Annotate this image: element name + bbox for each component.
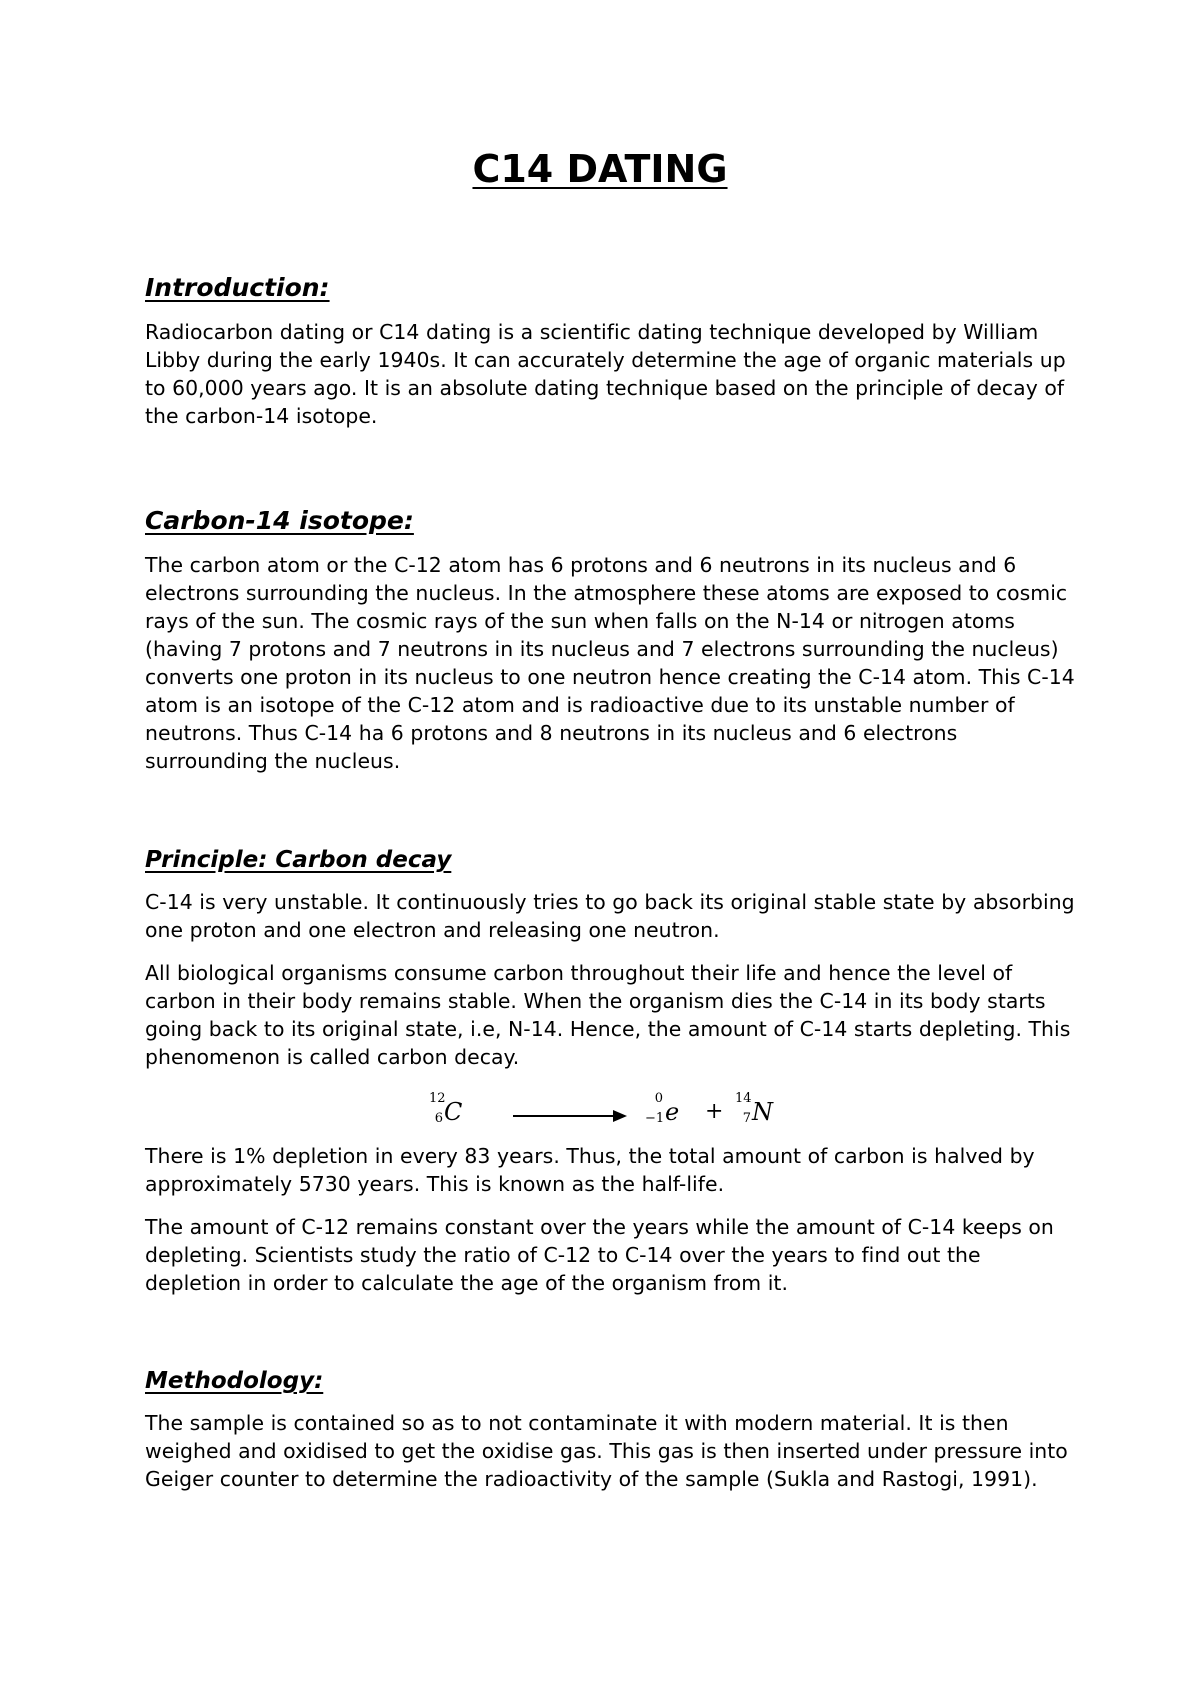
section-heading-principle: Principle: Carbon decay xyxy=(145,847,452,873)
electron-mass-number: 0 xyxy=(654,1091,663,1106)
reaction-arrow xyxy=(513,1115,617,1117)
reaction-arrow-head xyxy=(613,1110,627,1122)
nitrogen-mass-number: 14 xyxy=(735,1091,752,1106)
methodology-paragraph: The sample is contained so as to not contaminate it with modern material. It is then weighed and oxidised to get the oxidise gas. This gas is then inserted under pressure into Geiger counter to determine the radioactivity of the sample (Sukla and Rastogi, 1991). xyxy=(145,1411,1068,1491)
introduction-paragraph: Radiocarbon dating or C14 dating is a scientific dating technique developed by William Libby during the early 1940s. It can accurately determine the age of organic materials up to 60,000 years ago. It is an absolute dating technique based on the principle of decay of the carbon-14 isotope. xyxy=(145,320,1066,428)
document-title: C14 DATING xyxy=(472,147,728,191)
section-introduction xyxy=(145,272,1075,445)
electron-symbol: e xyxy=(665,1098,680,1126)
reactant-symbol: C xyxy=(444,1098,463,1126)
plus-sign: + xyxy=(705,1099,724,1124)
section-carbon-14-isotope xyxy=(145,505,1075,790)
section-heading-carbon-14-isotope: Carbon-14 isotope: xyxy=(145,506,414,535)
electron-charge-number: −1 xyxy=(645,1111,665,1126)
carbon-14-isotope-paragraph: The carbon atom or the C-12 atom has 6 protons and 6 neutrons in its nucleus and 6 electrons surrounding the nucleus. In the atmosphere these atoms are exposed to cosmic rays of the sun. The cosmic rays of the sun when falls on the N-14 or nitrogen atoms (having 7 protons and 7 neutrons in its nucleus and 7 electrons surrounding the nucleus) converts one proton in its nucleus to one neutron hence creating the C-14 atom. This C-14 atom is an isotope of the C-12 atom and is radioactive due to its unstable number of neutrons. Thus C-14 ha 6 protons and 8 neutrons in its nucleus and 6 electrons surrounding the nucleus. xyxy=(145,553,1075,773)
principle-paragraph-1: C-14 is very unstable. It continuously tries to go back its original stable state by absorbing one proton and one electron and releasing one neutron. xyxy=(145,890,1075,942)
principle-paragraph-2: All biological organisms consume carbon throughout their life and hence the level of carbon in their body remains stable. When the organism dies the C-14 in its body starts going back to its original state, i.e, N-14. Hence, the amount of C-14 starts depleting. This phenomenon is called carbon decay. xyxy=(145,961,1071,1069)
reactant-atomic-number: 6 xyxy=(434,1111,443,1126)
section-principle-carbon-decay xyxy=(145,844,1075,1312)
nitrogen-atomic-number: 7 xyxy=(742,1111,751,1126)
principle-paragraph-3: There is 1% depletion in every 83 years. Thus, the total amount of carbon is halved by approximately 5730 years. This is known as the half-life. xyxy=(145,1144,1035,1196)
reactant-mass-number: 12 xyxy=(429,1091,446,1106)
principle-paragraph-4: The amount of C-12 remains constant over the years while the amount of C-14 keeps on depleting. Scientists study the ratio of C-12 to C-14 over the years to find out the depletion in order to calculate the age of the organism from it. xyxy=(145,1215,1054,1295)
section-heading-methodology: Methodology: xyxy=(145,1368,324,1394)
section-methodology xyxy=(145,1365,1075,1508)
nitrogen-symbol: N xyxy=(752,1098,773,1126)
decay-equation xyxy=(145,1086,1075,1130)
section-heading-introduction: Introduction: xyxy=(145,273,330,302)
